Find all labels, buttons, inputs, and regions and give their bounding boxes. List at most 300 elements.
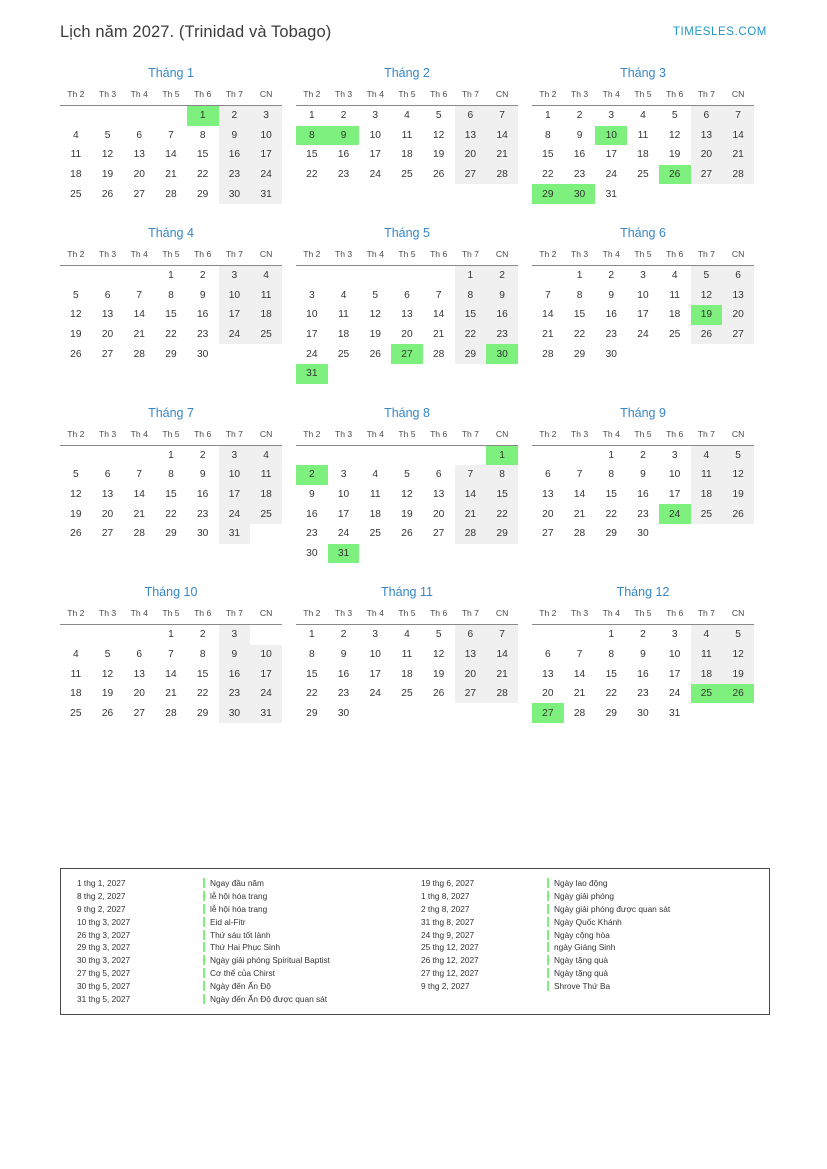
- day-cell: 19: [432, 149, 445, 161]
- month-inner: [532, 226, 754, 364]
- day-cell-weekend: 14: [455, 485, 487, 505]
- day-cell-weekend: 30: [219, 703, 251, 723]
- day-cell-empty: [423, 703, 455, 723]
- day-cell-empty: [722, 184, 754, 204]
- day-cell-weekend: 3: [250, 106, 282, 126]
- day-cell: 29: [196, 188, 209, 200]
- day-cell-weekend: 27: [722, 325, 754, 345]
- week-row: [532, 265, 754, 285]
- weekday-header-row: [60, 427, 282, 446]
- day-cell-empty: [250, 625, 282, 645]
- day-cell: 27: [101, 348, 114, 360]
- day-cell: 16: [573, 149, 586, 161]
- day-cell-weekend: 4: [691, 445, 723, 465]
- day-cell: 20: [101, 508, 114, 520]
- month-name: Tháng 1: [148, 66, 194, 80]
- day-cell-holiday: 30: [564, 184, 596, 204]
- weekday-header: CN: [250, 247, 282, 266]
- month-table: [60, 87, 282, 204]
- week-row: [532, 664, 754, 684]
- day-cell: 27: [432, 528, 445, 540]
- weekday-header: CN: [722, 606, 754, 625]
- month-block: [532, 585, 768, 723]
- week-row: [60, 325, 282, 345]
- day-cell: 5: [404, 469, 410, 481]
- day-cell-empty: [455, 364, 487, 384]
- weekday-header: Th 4: [359, 427, 391, 446]
- month-name: Tháng 8: [384, 405, 430, 420]
- day-cell: 22: [196, 169, 209, 181]
- week-row: [532, 445, 754, 465]
- month-name: Tháng 10: [144, 585, 198, 600]
- day-cell: 8: [168, 469, 174, 481]
- legend-row: [415, 979, 759, 992]
- day-cell-weekend: 17: [250, 145, 282, 165]
- legend-holiday-name: Shrove Thứ Ba: [554, 980, 611, 991]
- day-cell: 21: [573, 508, 586, 520]
- day-cell-weekend: 9: [219, 126, 251, 146]
- week-row: [296, 544, 518, 564]
- day-cell: 5: [435, 629, 442, 641]
- month-table: [60, 247, 282, 364]
- day-cell: 23: [573, 169, 586, 181]
- day-cell: 7: [435, 289, 442, 301]
- weekday-header: Th 5: [155, 87, 187, 106]
- day-cell: 18: [401, 149, 413, 161]
- weekday-header: Th 3: [564, 427, 596, 446]
- weekday-header-row: [532, 606, 754, 625]
- day-cell-holiday: 27: [391, 344, 423, 364]
- month-table: [532, 606, 754, 723]
- day-cell-weekend: 20: [722, 305, 754, 325]
- weekday-header: Th 7: [219, 427, 251, 446]
- day-cell-empty: [92, 265, 124, 285]
- day-cell-weekend: 12: [691, 286, 723, 306]
- day-cell: 4: [340, 289, 347, 301]
- day-cell: 30: [196, 528, 209, 540]
- day-cell-weekend: 19: [722, 485, 754, 505]
- day-cell-empty: [532, 625, 564, 645]
- day-cell-holiday: 26: [722, 684, 754, 704]
- day-cell: 8: [309, 648, 315, 660]
- weekday-header: Th 4: [123, 87, 155, 106]
- weekday-header: Th 3: [328, 427, 360, 446]
- weekday-header: CN: [722, 87, 754, 106]
- week-row: [60, 524, 282, 544]
- month-inner: [296, 406, 518, 564]
- legend-color-swatch: [203, 994, 205, 1004]
- day-cell-empty: [455, 703, 487, 723]
- week-row: [532, 126, 754, 146]
- weekday-header: Th 5: [391, 247, 423, 266]
- day-cell-empty: [391, 445, 423, 465]
- day-cell: 29: [165, 348, 177, 360]
- week-row: [296, 305, 518, 325]
- day-cell-weekend: 7: [722, 106, 754, 126]
- weekday-header-row: [532, 247, 754, 266]
- legend-date: 31 thg 5, 2027: [77, 993, 131, 1004]
- day-cell: 1: [168, 270, 174, 282]
- legend-row: [415, 890, 759, 903]
- day-cell-empty: [391, 265, 423, 285]
- weekday-header: Th 5: [155, 606, 187, 625]
- day-cell: 6: [136, 129, 143, 141]
- day-cell: 29: [605, 528, 617, 540]
- day-cell: 14: [542, 309, 554, 321]
- day-cell: 6: [104, 469, 111, 481]
- legend-column-left: [71, 877, 415, 1005]
- day-cell-weekend: 9: [486, 286, 518, 306]
- day-cell-weekend: 7: [486, 106, 518, 126]
- day-cell: 21: [133, 329, 145, 341]
- day-cell: 27: [542, 528, 554, 540]
- day-cell-weekend: 21: [455, 504, 487, 524]
- day-cell: 10: [337, 489, 350, 501]
- weekday-header: Th 3: [328, 606, 360, 625]
- day-cell: 2: [199, 629, 206, 641]
- month-table: [296, 87, 518, 184]
- day-cell: 14: [432, 309, 445, 321]
- day-cell-weekend: 11: [691, 645, 723, 665]
- week-row: [296, 286, 518, 306]
- day-cell-weekend: 24: [219, 325, 251, 345]
- day-cell: 7: [168, 129, 174, 141]
- week-row: [532, 344, 754, 364]
- day-cell-empty: [92, 106, 124, 126]
- day-cell-empty: [155, 106, 187, 126]
- day-cell-empty: [328, 265, 360, 285]
- day-cell-weekend: 5: [722, 445, 754, 465]
- day-cell: 22: [196, 688, 209, 700]
- day-cell: 15: [605, 489, 617, 501]
- weekday-header: Th 4: [123, 247, 155, 266]
- day-cell: 5: [73, 289, 79, 301]
- legend-color-swatch: [547, 955, 549, 965]
- weekday-header: Th 3: [564, 606, 596, 625]
- day-cell: 14: [573, 489, 586, 501]
- month-inner: [60, 585, 282, 723]
- legend-holiday-name: Ngày giải phóng: [554, 891, 614, 902]
- day-cell: 12: [70, 309, 82, 321]
- weekday-header: Th 4: [595, 87, 627, 106]
- weekday-header: Th 2: [532, 606, 564, 625]
- day-cell: 10: [369, 129, 381, 141]
- week-row: [532, 504, 754, 524]
- day-cell-empty: [532, 265, 564, 285]
- legend-holiday-name: Thứ sáu tốt lành: [210, 929, 271, 940]
- legend-color-swatch: [203, 917, 205, 927]
- day-cell: 24: [369, 688, 381, 700]
- day-cell: 7: [136, 289, 143, 301]
- weekday-header-row: [60, 606, 282, 625]
- day-cell-empty: [60, 445, 92, 465]
- day-cell-empty: [627, 344, 659, 364]
- week-row: [60, 305, 282, 325]
- weekday-header: Th 6: [187, 87, 219, 106]
- weekday-header: Th 6: [423, 606, 455, 625]
- day-cell: 26: [369, 348, 381, 360]
- day-cell: 26: [432, 169, 445, 181]
- legend-holiday-name: Ngày giải phóng Spiritual Baptist: [210, 955, 330, 966]
- day-cell: 12: [432, 129, 445, 141]
- day-cell: 18: [337, 329, 350, 341]
- day-cell: 17: [306, 329, 318, 341]
- day-cell: 7: [136, 469, 143, 481]
- day-cell: 17: [668, 489, 681, 501]
- legend-date: 9 thg 2, 2027: [77, 903, 126, 914]
- legend-row: [415, 941, 759, 954]
- weekday-header: Th 6: [423, 87, 455, 106]
- day-cell: 17: [668, 668, 681, 680]
- weekday-header: CN: [486, 87, 518, 106]
- day-cell: 7: [545, 289, 551, 301]
- day-cell-weekend: 18: [250, 485, 282, 505]
- day-cell: 13: [542, 489, 554, 501]
- day-cell-weekend: 11: [250, 286, 282, 306]
- legend-date: 30 thg 3, 2027: [77, 955, 131, 966]
- legend-row: [71, 890, 415, 903]
- legend-date: 29 thg 3, 2027: [77, 942, 131, 953]
- weekday-header: Th 6: [187, 247, 219, 266]
- legend-color-swatch: [203, 930, 205, 940]
- day-cell: 4: [73, 648, 79, 660]
- day-cell: 11: [637, 129, 649, 141]
- week-row: [296, 465, 518, 485]
- week-row: [296, 265, 518, 285]
- day-cell: 8: [576, 289, 583, 301]
- legend-color-swatch: [547, 942, 549, 952]
- day-cell-empty: [359, 265, 391, 285]
- week-row: [296, 524, 518, 544]
- week-row: [532, 286, 754, 306]
- day-cell: 12: [432, 648, 445, 660]
- day-cell: 30: [637, 528, 649, 540]
- day-cell: 12: [101, 668, 114, 680]
- month-inner: [296, 66, 518, 184]
- legend-color-swatch: [547, 878, 549, 888]
- weekday-header: Th 7: [691, 606, 723, 625]
- week-row: [296, 684, 518, 704]
- day-cell: 30: [605, 348, 617, 360]
- day-cell: 15: [542, 149, 554, 161]
- month-table: [532, 247, 754, 364]
- weekday-header: Th 3: [92, 427, 124, 446]
- day-cell: 28: [133, 528, 145, 540]
- day-cell-empty: [359, 445, 391, 465]
- legend-color-swatch: [203, 942, 205, 952]
- legend-row: [71, 928, 415, 941]
- day-cell-holiday: 1: [187, 106, 219, 126]
- weekday-header: Th 6: [423, 247, 455, 266]
- day-cell-weekend: 5: [722, 625, 754, 645]
- day-cell: 6: [545, 469, 551, 481]
- day-cell: 10: [668, 469, 681, 481]
- legend-holiday-name: Ngày cộng hòa: [554, 929, 610, 940]
- week-row: [296, 664, 518, 684]
- day-cell-weekend: 20: [455, 664, 487, 684]
- legend-holiday-name: Ngày đến Ấn Độ: [210, 980, 271, 991]
- day-cell-empty: [123, 625, 155, 645]
- day-cell: 16: [196, 309, 209, 321]
- day-cell-weekend: 22: [455, 325, 487, 345]
- weekday-header-row: [296, 427, 518, 446]
- day-cell: 14: [165, 668, 177, 680]
- day-cell: 12: [101, 149, 114, 161]
- weekday-header: CN: [486, 427, 518, 446]
- week-row: [296, 645, 518, 665]
- week-row: [60, 344, 282, 364]
- weekday-header: Th 6: [659, 247, 691, 266]
- legend-row: [71, 992, 415, 1005]
- day-cell: 13: [542, 668, 554, 680]
- day-cell-weekend: 17: [219, 305, 251, 325]
- month-inner: [296, 585, 518, 723]
- weekday-header: Th 4: [595, 427, 627, 446]
- day-cell: 14: [165, 149, 177, 161]
- page-title: Lịch năm 2027. (Trinidad và Tobago): [60, 22, 332, 41]
- month-inner: [532, 585, 754, 723]
- day-cell: 29: [605, 707, 617, 719]
- day-cell: 19: [401, 508, 413, 520]
- day-cell: 9: [199, 469, 206, 481]
- day-cell: 18: [668, 309, 681, 321]
- weekday-header: Th 5: [391, 606, 423, 625]
- day-cell-weekend: 2: [486, 265, 518, 285]
- day-cell: 30: [196, 348, 209, 360]
- day-cell: 8: [608, 648, 615, 660]
- day-cell: 13: [133, 668, 145, 680]
- legend-color-swatch: [203, 981, 205, 991]
- month-inner: [296, 226, 518, 384]
- day-cell: 14: [573, 668, 586, 680]
- week-row: [296, 485, 518, 505]
- month-block: [532, 406, 768, 564]
- legend-holiday-name: Ngày Quốc Khánh: [554, 916, 622, 927]
- day-cell-empty: [219, 344, 251, 364]
- weekday-header: Th 6: [187, 606, 219, 625]
- day-cell: 20: [542, 508, 554, 520]
- day-cell: 20: [401, 329, 413, 341]
- day-cell: 2: [640, 449, 646, 461]
- legend-row: [415, 915, 759, 928]
- weekday-header: Th 4: [359, 606, 391, 625]
- day-cell-empty: [123, 445, 155, 465]
- weekday-header: CN: [250, 606, 282, 625]
- week-row: [532, 184, 754, 204]
- day-cell-weekend: 17: [250, 664, 282, 684]
- legend-date: 8 thg 2, 2027: [77, 891, 126, 902]
- weekday-header: Th 2: [60, 87, 92, 106]
- day-cell: 11: [669, 289, 680, 301]
- month-name: Tháng 4: [148, 225, 194, 240]
- weekday-header: Th 7: [455, 606, 487, 625]
- day-cell: 11: [369, 489, 381, 501]
- month-inner: [60, 406, 282, 544]
- day-cell: 12: [401, 489, 413, 501]
- day-cell: 3: [671, 629, 678, 641]
- day-cell: 22: [306, 169, 318, 181]
- day-cell-empty: [250, 344, 282, 364]
- day-cell-weekend: 1: [455, 265, 487, 285]
- week-row: [296, 145, 518, 165]
- day-cell-weekend: 11: [691, 465, 723, 485]
- day-cell-weekend: 31: [219, 524, 251, 544]
- weekday-header-row: [532, 427, 754, 446]
- day-cell-empty: [60, 106, 92, 126]
- weekday-header: Th 2: [60, 427, 92, 446]
- month-name: Tháng 7: [148, 405, 194, 420]
- weekday-header: Th 5: [627, 247, 659, 266]
- day-cell-weekend: 6: [455, 106, 487, 126]
- day-cell-weekend: 23: [219, 684, 251, 704]
- day-cell: 3: [671, 449, 678, 461]
- month-name: Tháng 3: [620, 66, 666, 80]
- legend-holiday-name: Ngày tặng quà: [554, 967, 608, 978]
- day-cell-empty: [627, 184, 659, 204]
- month-block: [296, 66, 532, 204]
- day-cell: 1: [608, 629, 615, 641]
- day-cell: 7: [576, 648, 583, 660]
- month-block: [296, 406, 532, 564]
- day-cell-holiday: 31: [296, 364, 328, 384]
- day-cell: 16: [637, 489, 649, 501]
- day-cell: 3: [340, 469, 347, 481]
- weekday-header: Th 2: [532, 427, 564, 446]
- weekday-header: Th 3: [92, 606, 124, 625]
- weekday-header: Th 3: [328, 247, 360, 266]
- legend-row: [415, 877, 759, 890]
- weekday-header: CN: [250, 427, 282, 446]
- day-cell-weekend: 24: [250, 684, 282, 704]
- day-cell-empty: [722, 524, 754, 544]
- day-cell: 2: [340, 110, 347, 122]
- day-cell: 20: [101, 329, 114, 341]
- day-cell-holiday: 2: [296, 465, 328, 485]
- day-cell-weekend: 15: [486, 485, 518, 505]
- day-cell: 26: [101, 707, 114, 719]
- day-cell-weekend: 18: [250, 305, 282, 325]
- day-cell-weekend: 29: [486, 524, 518, 544]
- legend-color-swatch: [547, 930, 549, 940]
- legend-holiday-name: lễ hội hóa trang: [210, 891, 268, 902]
- legend-color-swatch: [203, 904, 205, 914]
- week-row: [60, 625, 282, 645]
- day-cell-weekend: 16: [219, 145, 251, 165]
- day-cell-weekend: 3: [219, 625, 251, 645]
- weekday-header: Th 2: [296, 606, 328, 625]
- day-cell: 27: [101, 528, 114, 540]
- day-cell: 24: [369, 169, 381, 181]
- day-cell-weekend: 24: [250, 165, 282, 185]
- day-cell-holiday: 1: [486, 445, 518, 465]
- month-table: [532, 427, 754, 544]
- day-cell-weekend: 12: [722, 465, 754, 485]
- week-row: [296, 165, 518, 185]
- legend-date: 31 thg 8, 2027: [421, 916, 475, 927]
- day-cell-holiday: 30: [486, 344, 518, 364]
- month-inner: [60, 66, 282, 204]
- weekday-header: Th 6: [659, 427, 691, 446]
- day-cell: 16: [196, 489, 209, 501]
- weekday-header: Th 4: [359, 247, 391, 266]
- day-cell: 9: [309, 489, 315, 501]
- day-cell: 19: [101, 688, 114, 700]
- legend-date: 1 thg 1, 2027: [77, 878, 126, 889]
- day-cell: 28: [165, 707, 177, 719]
- day-cell-weekend: 10: [250, 645, 282, 665]
- day-cell-weekend: 14: [486, 126, 518, 146]
- weekday-header: Th 7: [455, 427, 487, 446]
